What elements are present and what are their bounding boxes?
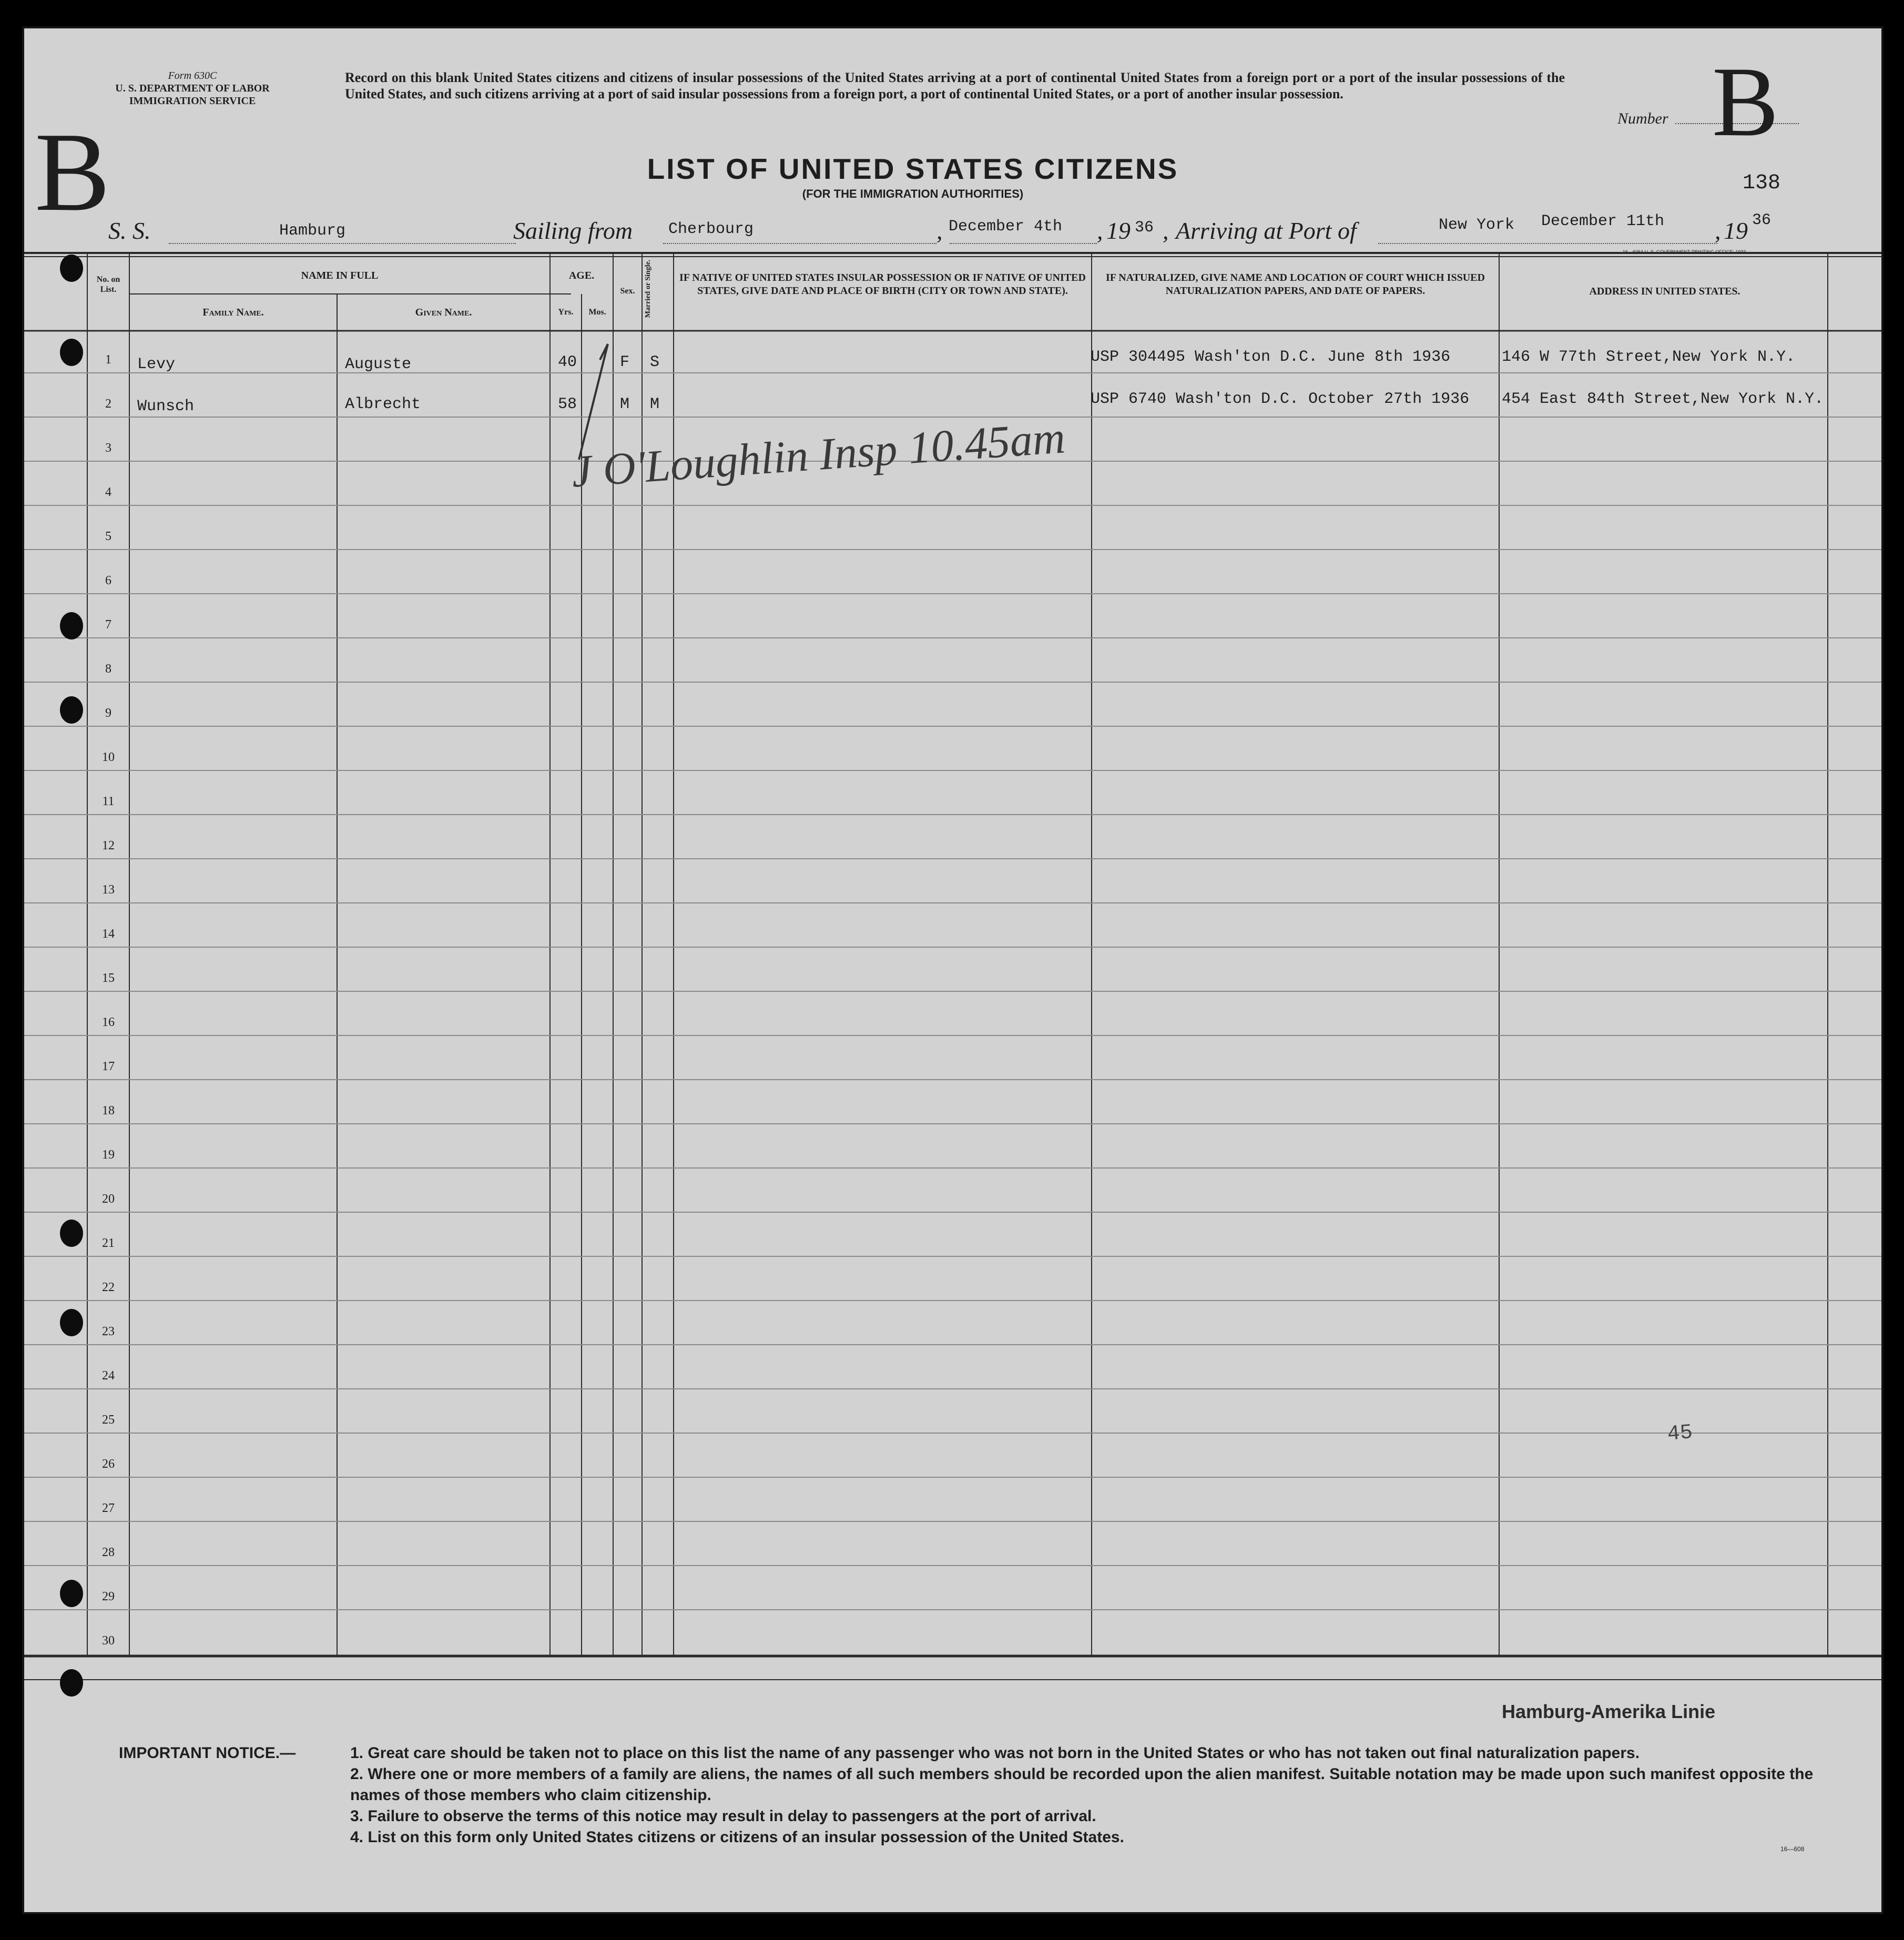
header-no: No. on List. [96, 275, 120, 294]
punch-hole [60, 1220, 83, 1247]
line-stamp: Hamburg-Amerika Linie [1502, 1701, 1716, 1722]
punch-hole [60, 1580, 83, 1607]
address-1: 146 W 77th Street,New York N.Y. [1502, 348, 1796, 366]
given-name-2: Albrecht [345, 395, 421, 413]
punch-hole [60, 255, 83, 282]
header-native: IF NATIVE OF UNITED STATES INSULAR POSSESSION OR IF NATIVE OF UNITED STATES, GIVE DATE AND PLACE OF BIRTH (CITY OR TOWN AND STATE). [679, 272, 1086, 297]
punch-hole [60, 612, 83, 639]
arriving-label: Arriving at Port of [1176, 217, 1357, 244]
ss-label: S. S. [108, 217, 151, 244]
inspector-note: J O'Loughlin Insp 10.45am [569, 412, 1067, 497]
sex-1: F [620, 353, 630, 371]
header-age: AGE. [568, 270, 595, 281]
row-number: 28 [102, 1546, 115, 1559]
arrival-date: December 11th [1541, 212, 1665, 230]
address-2: 454 East 84th Street,New York N.Y. [1502, 390, 1824, 408]
row-number: 24 [102, 1369, 115, 1383]
comma-1: , [936, 217, 943, 244]
row-number: 10 [102, 750, 115, 764]
row-number: 30 [102, 1634, 115, 1648]
age-years-2: 58 [558, 395, 577, 413]
row-number: 19 [102, 1148, 115, 1162]
service: IMMIGRATION SERVICE [129, 95, 256, 107]
row-number: 8 [105, 662, 111, 676]
punch-hole [60, 339, 83, 366]
comma-2: , [1097, 217, 1103, 244]
sex-2: M [620, 395, 630, 413]
manifest-sheet [22, 26, 1883, 1914]
header-married: Married or Single. [644, 259, 652, 318]
notice-item-1: 1. Great care should be taken not to place on this list the name of any passenger who was not born in the United States or who has not taken out final naturalization papers. [350, 1744, 1640, 1762]
notice-item-4: 4. List on this form only United States citizens or citizens of an insular possession of the United States. [350, 1829, 1124, 1846]
header-yrs: Yrs. [558, 308, 574, 317]
punch-hole [60, 1669, 83, 1697]
row-number: 20 [102, 1192, 115, 1206]
row-number: 11 [102, 795, 115, 808]
row-number: 17 [102, 1060, 115, 1073]
arrival-year-prefix: 19 [1724, 217, 1748, 244]
arrival-year-suffix: 36 [1752, 211, 1771, 229]
sail-year-suffix: 36 [1135, 219, 1154, 237]
row-number: 13 [102, 883, 115, 897]
row-number: 6 [105, 574, 111, 587]
marital-1: S [650, 353, 660, 371]
footer-code: 16—608 [1780, 1845, 1805, 1853]
number-label: Number [1617, 110, 1668, 127]
page-title: LIST OF UNITED STATES CITIZENS [647, 153, 1179, 185]
row-number: 29 [102, 1590, 115, 1603]
ship-name: Hamburg [279, 222, 346, 240]
department: U. S. DEPARTMENT OF LABOR [115, 83, 270, 94]
row-number: 4 [105, 485, 111, 499]
row-number: 14 [102, 927, 115, 941]
left-stamp-letter: B [35, 109, 110, 235]
row-number: 25 [102, 1413, 115, 1427]
row-number: 3 [105, 441, 111, 455]
sailing-label: Sailing from [513, 217, 633, 244]
arrival-port: New York [1439, 216, 1515, 234]
marital-2: M [650, 395, 660, 413]
punch-hole [60, 1309, 83, 1336]
notice-item-3: 3. Failure to observe the terms of this notice may result in delay to passengers at the port of arrival. [350, 1807, 1096, 1825]
row-number: 5 [105, 530, 111, 543]
row-number: 27 [102, 1501, 115, 1515]
row-number: 9 [105, 706, 111, 720]
printer-mark: 16—6064 U. S. GOVERNMENT PRINTING OFFICE: 1933 [1623, 249, 1746, 255]
notice-label: IMPORTANT NOTICE.— [119, 1744, 296, 1762]
family-name-2: Wunsch [137, 398, 195, 415]
row-number: 21 [102, 1236, 115, 1250]
header-address: ADDRESS IN UNITED STATES. [1589, 286, 1740, 297]
form-number: Form 630C [168, 70, 217, 82]
row-number: 23 [102, 1325, 115, 1338]
sail-year-prefix: 19 [1106, 217, 1131, 244]
check-marks [550, 323, 760, 533]
row-number: 18 [102, 1104, 115, 1118]
header-family-name: Family Name. [202, 307, 264, 318]
comma-3: , [1163, 217, 1169, 244]
naturalization-2: USP 6740 Wash'ton D.C. October 27th 1936 [1091, 390, 1470, 408]
important-notice [119, 1743, 1854, 1848]
list-number: 138 [1743, 171, 1781, 195]
row-number: 2 [105, 397, 111, 411]
page-subtitle: (FOR THE IMMIGRATION AUTHORITIES) [802, 187, 1024, 200]
punch-hole [60, 696, 83, 724]
header-mos: Mos. [588, 308, 606, 317]
margin-number: 45 [1666, 1420, 1694, 1447]
from-port: Cherbourg [668, 220, 754, 238]
row-number: 12 [102, 839, 115, 852]
row-number: 16 [102, 1015, 115, 1029]
row-number: 15 [102, 971, 115, 985]
right-stamp-letter: B [1712, 47, 1779, 157]
row-number: 1 [105, 353, 111, 367]
header-naturalized: IF NATURALIZED, GIVE NAME AND LOCATION OF COURT WHICH ISSUED NATURALIZATION PAPERS, AND DATE OF PAPERS. [1106, 272, 1485, 297]
row-number: 22 [102, 1281, 115, 1294]
comma-4: , [1715, 217, 1721, 244]
sail-date: December 4th [949, 218, 1063, 236]
row-number: 7 [105, 618, 111, 632]
family-name-1: Levy [137, 356, 176, 373]
header-given-name: Given Name. [415, 307, 472, 318]
header-sex: Sex. [620, 287, 635, 296]
row-number: 26 [102, 1457, 115, 1471]
given-name-1: Auguste [345, 356, 412, 373]
notice-item-2: 2. Where one or more members of a family are aliens, the names of all such members should be recorded upon the alien manifest. Suitable notation may be made upon such manifest opposite the names of those members who claim citizenship. [350, 1765, 1814, 1804]
age-years-1: 40 [558, 353, 577, 371]
instructions: Record on this blank United States citizens and citizens of insular possessions of the United States arriving at a port of continental United States from a foreign port or a port of the insular possessions of the United States, and such citizens arriving at a port of said insular possessions from a foreign port, a port of continental United States, or a port of another insular possession. [345, 70, 1565, 101]
naturalization-1: USP 304495 Wash'ton D.C. June 8th 1936 [1091, 348, 1451, 366]
header-name-in-full: NAME IN FULL [301, 270, 379, 281]
